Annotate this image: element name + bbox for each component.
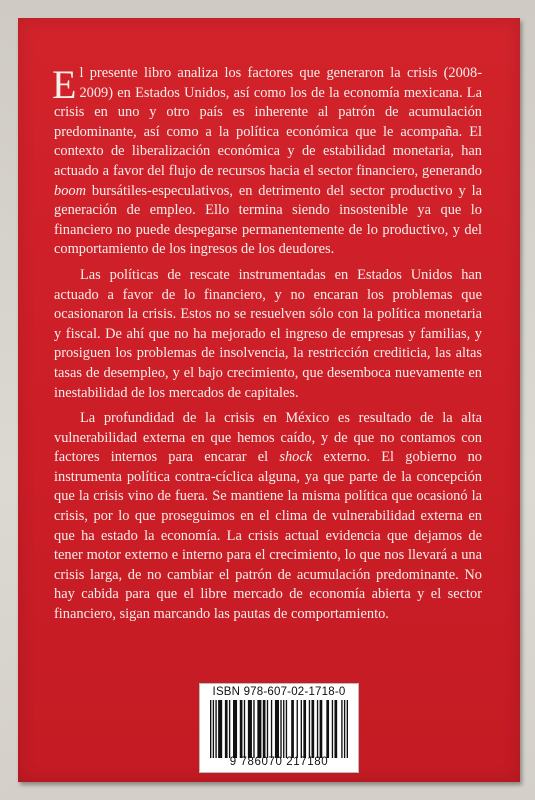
blurb-text-run: La profundidad de la crisis en México es resultado de la alta vulnerabilidad externa en que hemos caído, y de que no contamos con factores internos para encarar el <box>54 410 482 466</box>
drop-cap: E <box>52 62 77 107</box>
barcode-bar <box>326 700 329 758</box>
blurb-italic-run: boom <box>54 182 86 199</box>
barcode-bar <box>233 700 237 758</box>
blurb-paragraph-1 <box>54 64 482 260</box>
barcode-bar <box>229 700 230 758</box>
barcode-bar <box>334 700 337 758</box>
barcode-bar <box>267 700 268 758</box>
barcode-bar <box>344 700 345 758</box>
blurb-text <box>54 64 482 631</box>
barcode-bar <box>248 700 252 758</box>
barcode-bar <box>303 700 306 758</box>
blurb-paragraph-2 <box>54 266 482 403</box>
barcode-bar <box>347 700 348 758</box>
barcode-bar <box>257 700 261 758</box>
barcode-bars <box>210 700 348 758</box>
book-back-cover <box>18 18 520 782</box>
barcode-bar <box>283 700 284 758</box>
barcode-bar <box>275 700 279 758</box>
barcode-bar <box>309 700 310 758</box>
barcode-bar <box>271 700 272 758</box>
barcode-bar <box>263 700 266 758</box>
barcode-bar <box>210 700 211 758</box>
blurb-text-run: l presente libro analiza los factores que generaron la crisis (2008-2009) en Estados Unidos, así como los de la economía mexicana. La crisis en uno y otro país es inherente al patrón de acumulación predominante, así como a la política económica que le acompaña. El contexto de liberalización económica y de estabilidad monetaria, han actuado a favor del flujo de recursos hacia el sector financiero, generando <box>54 65 482 179</box>
barcode-bar <box>218 700 222 758</box>
barcode-bar <box>297 700 298 758</box>
barcode-digits: 9 786070 217180 <box>229 756 329 768</box>
barcode-bar <box>213 700 214 758</box>
blurb-text-run: externo. El gobierno no instrumenta política contra-cíclica alguna, ya que parte de la concepción que la crisis vino de fuera. Se mantiene la misma política que ocasionó la crisis, por lo que proseguimos en el clima de vulnerabilidad externa en que ha estado la economía. La crisis actual evidencia que dejamos de tener motor externo e interno para el crecimiento, lo que nos llevará a una crisis larga, de no cambiar el patrón de acumulación predominante. No hay cabida para que el libre mercado de economía abierta y el sector financiero, sigan marcando las pautas de comportamiento. <box>54 449 482 623</box>
blurb-text-run: bursátiles-especulativos, en detrimento del sector productivo y la generación de empleo. Ello termina siendo insostenible ya que lo financiero no puede despegarse permanentemente de lo productivo, y del comportamiento de los ingresos de los deudores. <box>54 182 482 258</box>
barcode-bar <box>225 700 228 758</box>
barcode-bar <box>317 700 318 758</box>
barcode-bar <box>341 700 342 758</box>
barcode-bar <box>301 700 302 758</box>
barcode-bar <box>332 700 333 758</box>
barcode-bar <box>311 700 314 758</box>
barcode-bar <box>291 700 294 758</box>
barcode-bar <box>240 700 243 758</box>
barcode-bar <box>280 700 281 758</box>
blurb-italic-run: shock <box>279 449 313 466</box>
barcode-bar <box>253 700 254 758</box>
barcode-bar <box>286 700 287 758</box>
blurb-paragraph-3 <box>54 409 482 625</box>
blurb-text-run: Las políticas de rescate instrumentadas en Estados Unidos han actuado a favor de lo financiero, y no encaran los problemas que ocasionaron la crisis. Estos no se resuelven sólo con la política monetaria y fiscal. De ahí que no ha mejorado el ingreso de empresas y familias, y prosiguen los problemas de insolvencia, la restricción crediticia, las altas tasas de desempleo, y el bajo crecimiento, que desemboca nuevamente en inestabilidad de los mercados de capitales. <box>54 266 482 401</box>
barcode-label <box>199 683 359 773</box>
barcode-bar <box>244 700 245 758</box>
barcode-bar <box>320 700 323 758</box>
barcode-bar <box>215 700 216 758</box>
isbn-text: ISBN 978-607-02-1718-0 <box>212 686 346 698</box>
